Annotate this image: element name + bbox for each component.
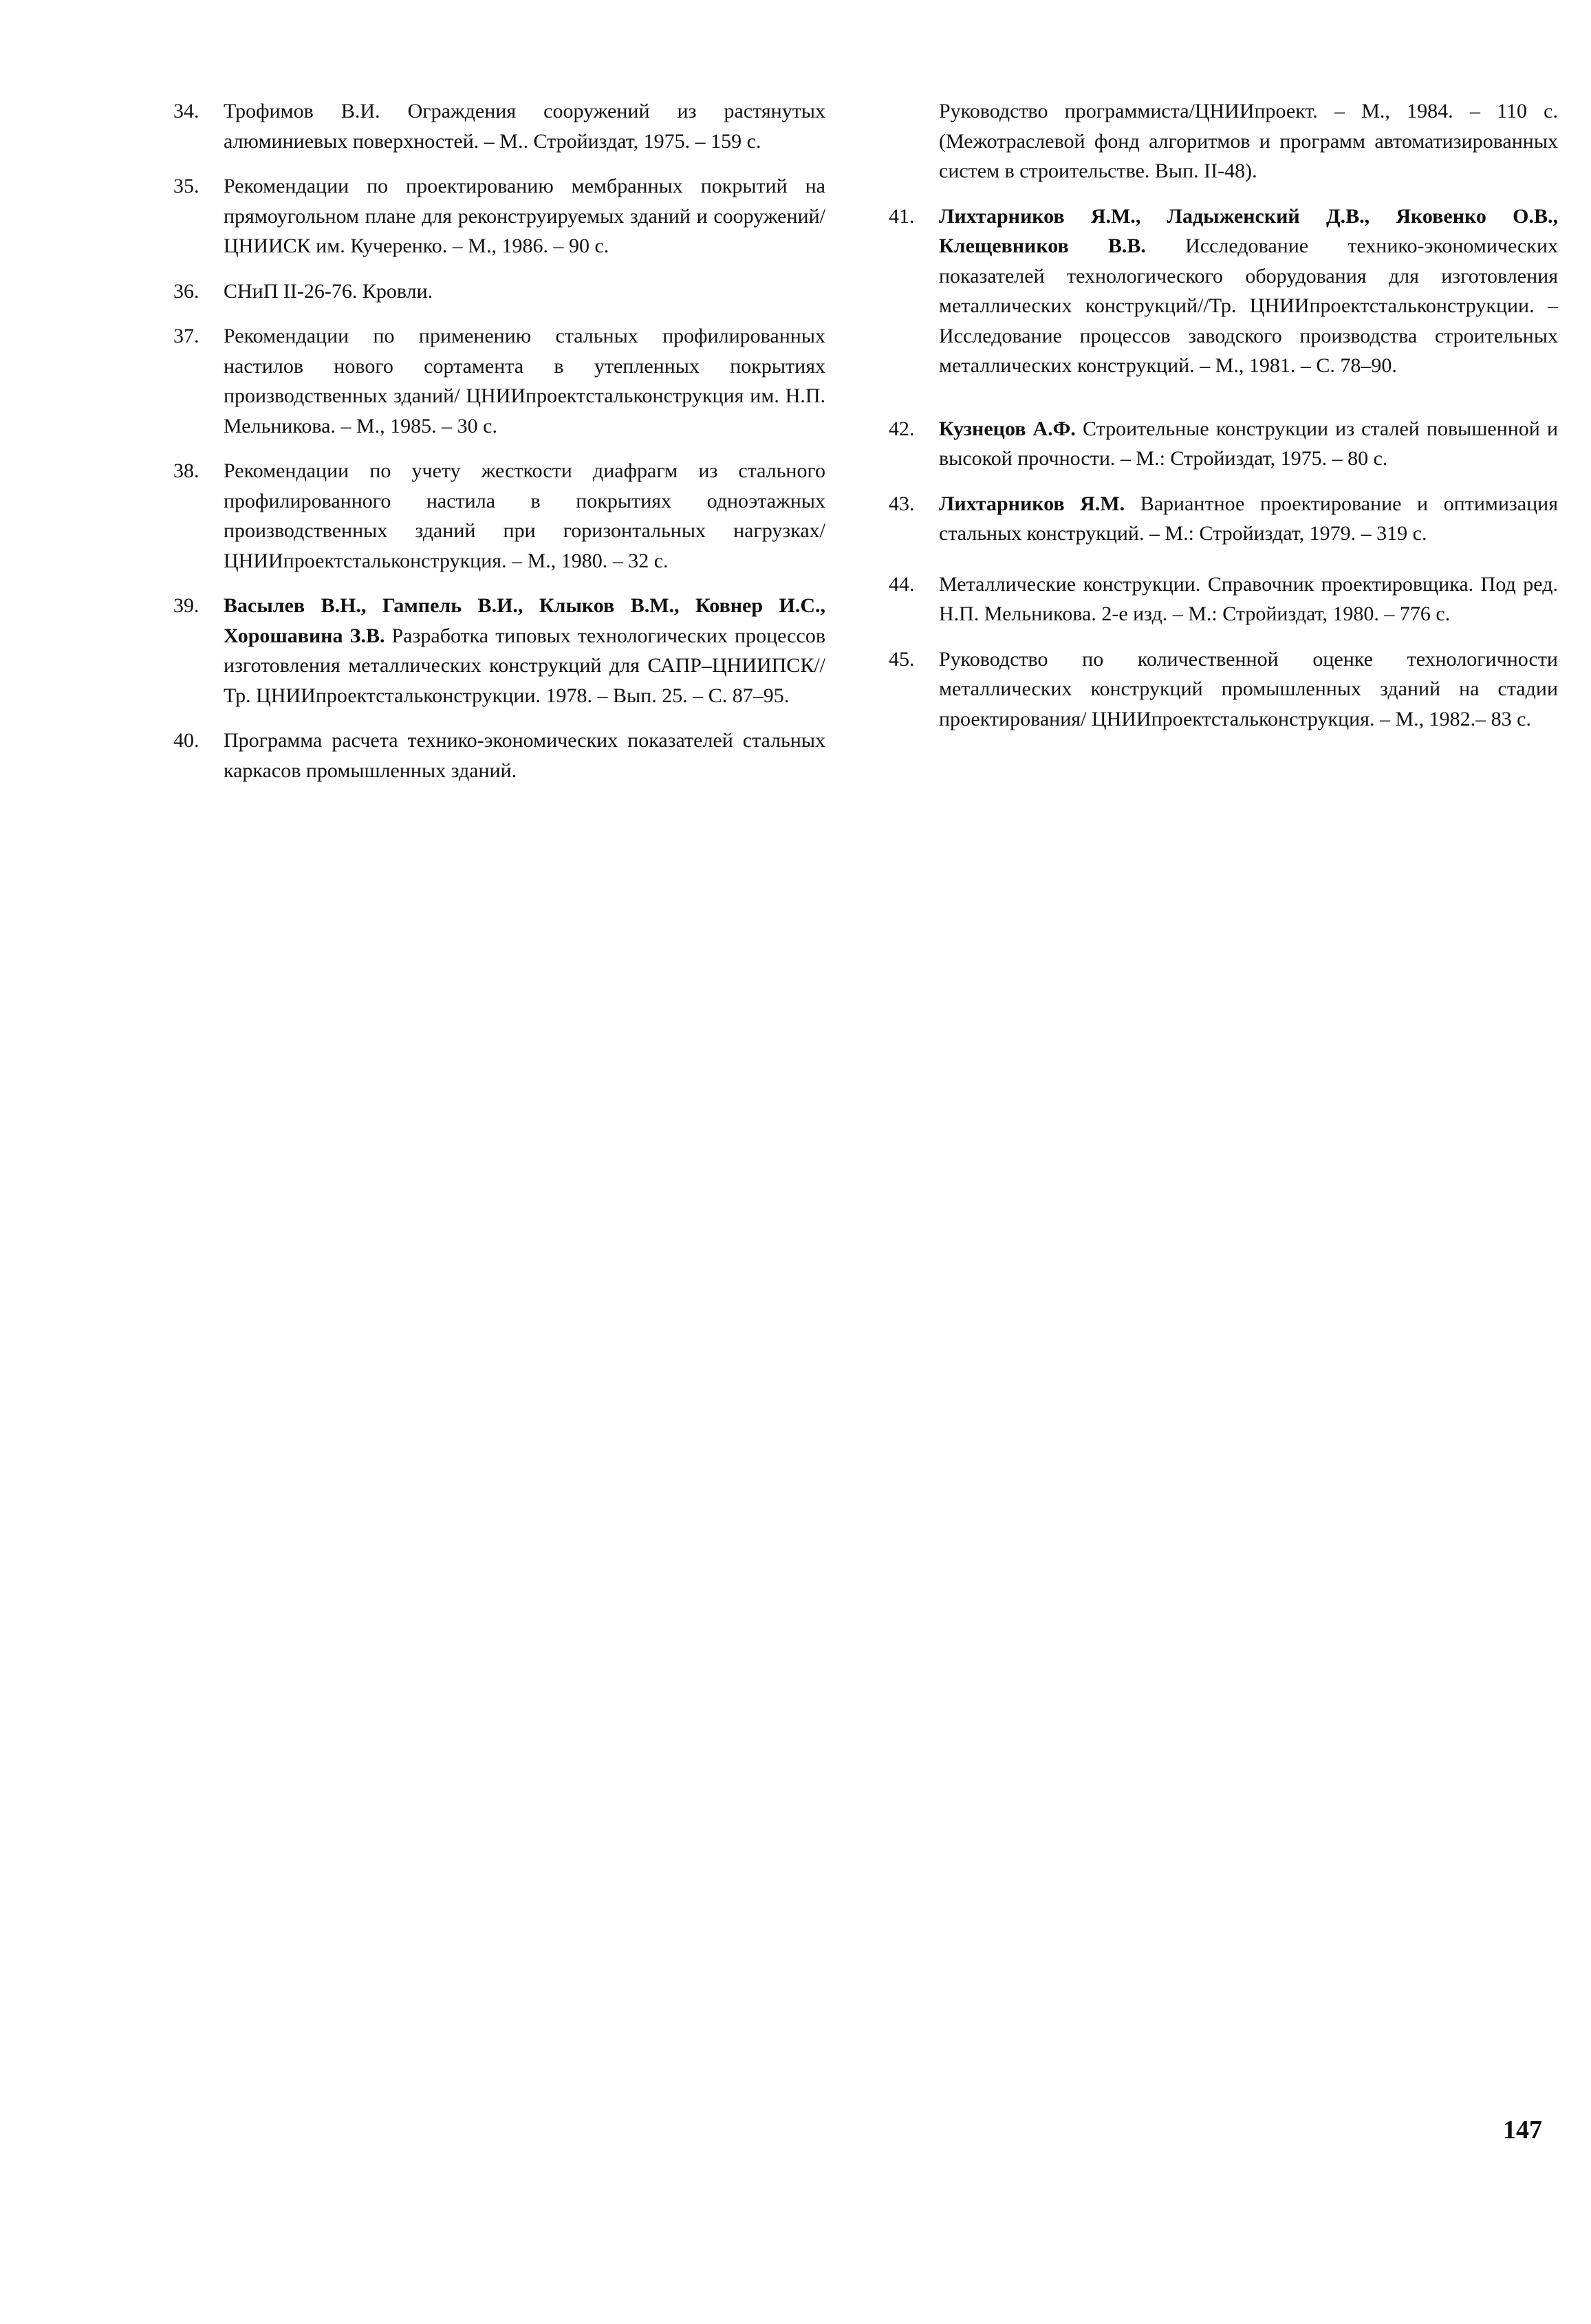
reference-text: Вариантное проектирование и оптимизация стальных конструкций. – М.: Стройиздат, 1979. – 319 с. — [939, 492, 1559, 545]
reference-text: Рекомендации по учету жесткости диафрагм из стального профилированного настила в покрытиях одноэтажных производственных зданий при горизонтальных нагрузках/ЦНИИпроектстальконструкция. – М., 1980. – 32 с. — [224, 459, 825, 572]
reference-34 — [165, 96, 825, 156]
reference-number: 42. — [889, 417, 915, 440]
reference-number: 45. — [889, 647, 915, 671]
reference-38 — [165, 456, 825, 576]
reference-number: 34. — [173, 100, 199, 122]
page-number: 147 — [1503, 2116, 1542, 2144]
reference-41 — [880, 202, 1558, 381]
reference-40 — [165, 726, 825, 785]
left-column — [165, 96, 825, 801]
reference-text: Программа расчета технико-экономических показателей стальных каркасов промышленных зданий. — [224, 729, 825, 782]
reference-text: Рекомендации по применению стальных профилированных настилов нового сортамента в утепленных покрытиях производственных зданий/ ЦНИИпроектстальконструкция им. Н.П. Мельникова. – М., 1985. – 30 с. — [224, 325, 825, 437]
reference-number: 38. — [173, 459, 199, 482]
reference-45 — [880, 644, 1558, 735]
reference-number: 43. — [889, 492, 915, 515]
reference-number: 35. — [173, 175, 199, 197]
reference-authors: Лихтарников Я.М. — [939, 492, 1125, 515]
reference-39 — [165, 591, 825, 710]
reference-37 — [165, 321, 825, 441]
reference-text: Трофимов В.И. Ограждения сооружений из растянутых алюминиевых поверхностей. – М.. Стройиздат, 1975. – 159 с. — [224, 100, 825, 153]
reference-text: СНиП II-26-76. Кровли. — [224, 279, 433, 303]
reference-authors: Кузнецов А.Ф. — [939, 417, 1076, 440]
reference-number: 36. — [173, 279, 199, 303]
reference-36 — [165, 276, 825, 307]
reference-text: Металлические конструкции. Справочник проектировщика. Под ред. Н.П. Мельникова. 2-е изд. – М.: Стройиздат, 1980. – 776 с. — [939, 572, 1558, 625]
reference-authors: Лихтарников Я.М., Ладыженский Д.В., Яковенко О.В., Клещевников В.В. — [939, 204, 1558, 257]
reference-number: 39. — [173, 594, 199, 617]
reference-43 — [880, 489, 1558, 549]
reference-authors: Васылев В.Н., Гампель В.И., Клыков В.М., Ковнер И.С., Хорошавина З.В. — [224, 594, 825, 647]
reference-number: 37. — [173, 325, 199, 347]
reference-42 — [880, 414, 1558, 474]
reference-number: 40. — [173, 729, 199, 752]
reference-44 — [880, 569, 1558, 629]
reference-text: Строительные конструкции из сталей повышенной и высокой прочности. – М.: Стройиздат, 1975. – 80 с. — [939, 417, 1558, 470]
reference-35 — [165, 171, 825, 261]
reference-number: 41. — [889, 204, 915, 228]
right-column — [880, 96, 1558, 749]
reference-40-continuation: Руководство программиста/ЦНИИпроект. – М., 1984. – 110 с. (Межотраслевой фонд алгоритмов и программ автоматизированных систем в строительстве. Вып. II-48). — [939, 100, 1558, 182]
reference-text: Руководство по количественной оценке технологичности металлических конструкций промышленных зданий на стадии проектирования/ ЦНИИпроектстальконструкция. – М., 1982.– 83 с. — [939, 647, 1558, 730]
reference-text: Разработка типовых технологических процессов изготовления металлических конструкций для САПР–ЦНИИПСК//Тр. ЦНИИпроектстальконструкции. 1978. – Вып. 25. – С. 87–95. — [224, 624, 825, 707]
reference-number: 44. — [889, 572, 915, 596]
reference-text: Исследование технико-экономических показателей технологического оборудования для изготовления металлических конструкций//Тр. ЦНИИпроектстальконструкции. – Исследование процессов заводского производства строительных металлических конструкций. – М., 1981. – С. 78–90. — [939, 235, 1558, 377]
reference-text: Рекомендации по проектированию мембранных покрытий на прямоугольном плане для реконструируемых зданий и сооружений/ЦНИИСК им. Кучеренко. – М., 1986. – 90 с. — [224, 175, 825, 257]
